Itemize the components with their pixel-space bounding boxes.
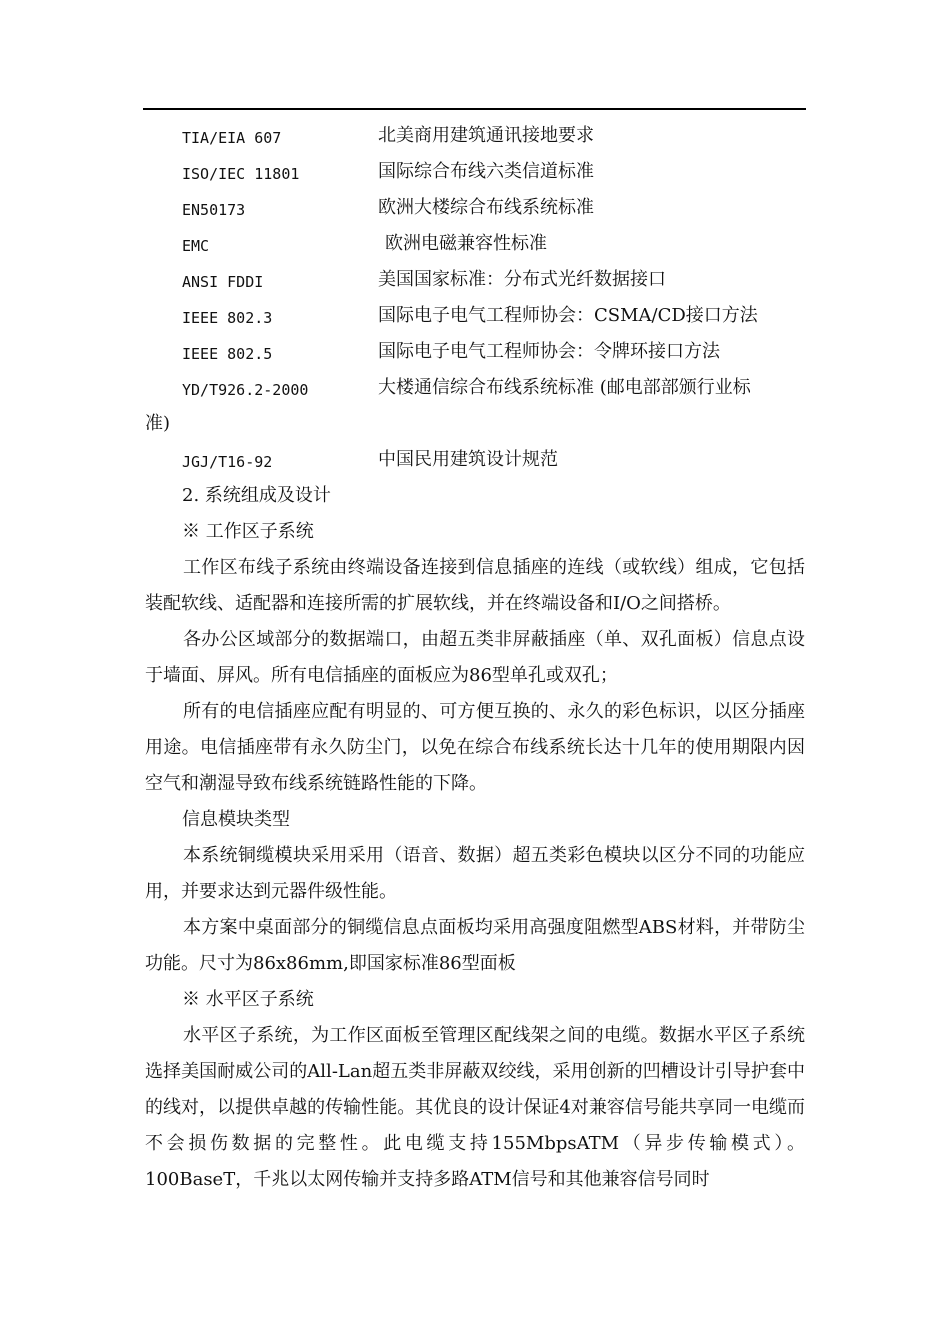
standard-code: JGJ/T16-92 <box>182 453 273 471</box>
standard-code: ANSI FDDI <box>182 273 264 291</box>
section-title: 2. 系统组成及设计 <box>182 485 331 506</box>
paragraph: 水平区子系统，为工作区面板至管理区配线架之间的电缆。数据水平区子系统选择美国耐威公司的All-Lan超五类非屏蔽双绞线，采用创新的凹槽设计引导护套中的线对，以提供卓越的传输性能。其优良的设计保证4对兼容信号能共享同一电缆而不会损伤数据的完整性。此电缆支持155MbpsATM（异步传输模式）。100BaseT，千兆以太网传输并支持多路ATM信号和其他兼容信号同时 <box>145 1025 805 1190</box>
subsection-heading: ※ 水平区子系统 <box>182 989 314 1010</box>
standard-code: IEEE 802.3 <box>182 309 273 327</box>
standard-desc: 欧洲电磁兼容性标准 <box>385 233 547 254</box>
subsection-heading: ※ 工作区子系统 <box>182 521 314 542</box>
standard-desc: 美国国家标准：分布式光纤数据接口 <box>378 269 666 290</box>
standard-desc: 大楼通信综合布线系统标准 (邮电部部颁行业标 <box>378 377 751 398</box>
paragraph: 各办公区域部分的数据端口，由超五类非屏蔽插座（单、双孔面板）信息点设于墙面、屏风。所有电信插座的面板应为86型单孔或双孔； <box>145 629 805 686</box>
standard-desc: 国际电子电气工程师协会：CSMA/CD接口方法 <box>378 305 758 326</box>
paragraph: 工作区布线子系统由终端设备连接到信息插座的连线（或软线）组成，它包括装配软线、适配器和连接所需的扩展软线，并在终端设备和I/O之间搭桥。 <box>145 557 805 614</box>
standard-desc: 国际电子电气工程师协会：令牌环接口方法 <box>378 341 720 362</box>
standard-code: IEEE 802.5 <box>182 345 273 363</box>
header-rule <box>143 108 806 110</box>
standard-code: YD/T926.2-2000 <box>182 381 309 399</box>
module-heading: 信息模块类型 <box>182 809 290 830</box>
paragraph: 本方案中桌面部分的铜缆信息点面板均采用高强度阻燃型ABS材料，并带防尘功能。尺寸为86x86mm,即国家标准86型面板 <box>145 917 805 974</box>
standard-desc: 欧洲大楼综合布线系统标准 <box>378 197 594 218</box>
standard-desc: 中国民用建筑设计规范 <box>378 449 558 470</box>
standard-code: TIA/EIA 607 <box>182 129 282 147</box>
paragraph: 所有的电信插座应配有明显的、可方便互换的、永久的彩色标识，以区分插座用途。电信插座带有永久防尘门，以免在综合布线系统长达十几年的使用期限内因空气和潮湿导致布线系统链路性能的下降。 <box>145 701 805 794</box>
standard-desc-continuation: 准) <box>145 413 171 434</box>
standard-desc: 国际综合布线六类信道标准 <box>378 161 594 182</box>
standard-code: EN50173 <box>182 201 246 219</box>
standard-desc: 北美商用建筑通讯接地要求 <box>378 125 594 146</box>
standard-code: ISO/IEC 11801 <box>182 165 300 183</box>
paragraph: 本系统铜缆模块采用采用（语音、数据）超五类彩色模块以区分不同的功能应用，并要求达到元器件级性能。 <box>145 845 805 902</box>
standard-code: EMC <box>182 237 210 255</box>
